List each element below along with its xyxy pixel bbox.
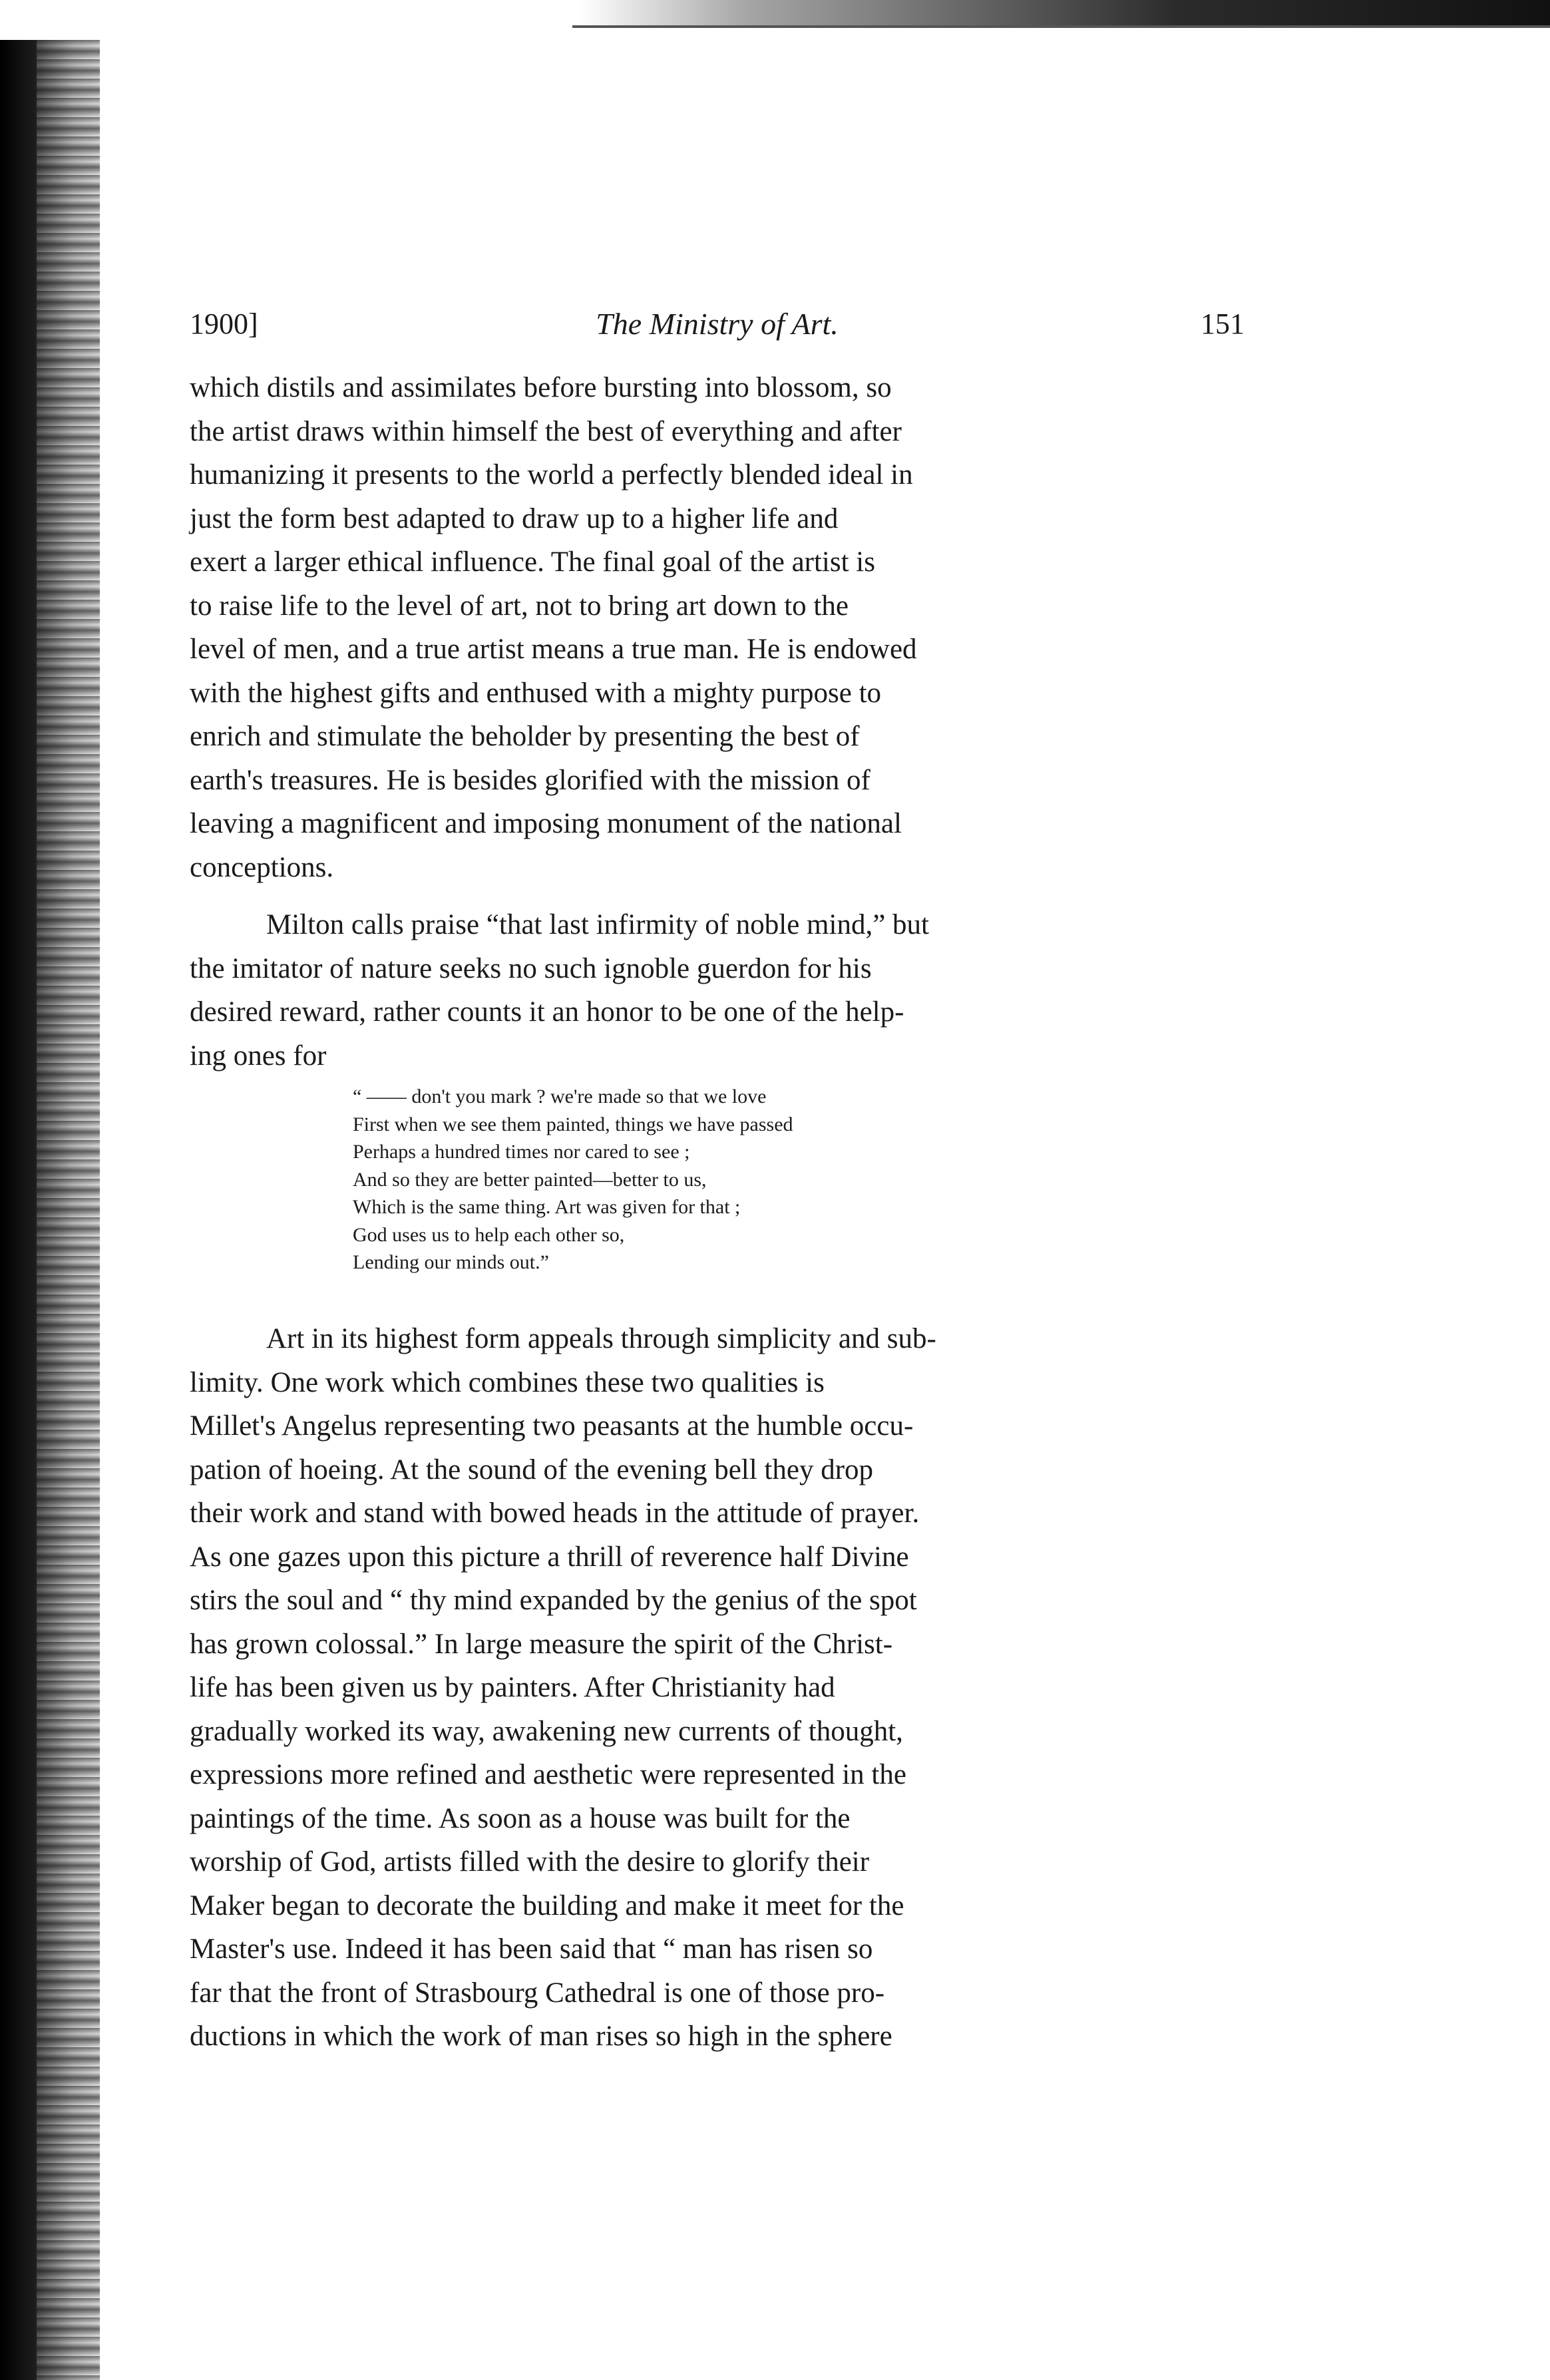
verse-line: And so they are better painted—better to us, bbox=[353, 1168, 707, 1191]
text-line: level of men, and a true artist means a true man. He is endowed bbox=[190, 634, 917, 665]
paragraph-3 bbox=[190, 1317, 1231, 2059]
text-line: desired reward, rather counts it an honor to be one of the help- bbox=[190, 996, 904, 1028]
text-line: enrich and stimulate the beholder by presenting the best of bbox=[190, 721, 860, 752]
verse-line: Lending our minds out.” bbox=[353, 1251, 549, 1273]
text-line: the imitator of nature seeks no such ignoble guerdon for his bbox=[190, 952, 872, 984]
text-line: conceptions. bbox=[190, 851, 334, 883]
text-line: Millet's Angelus representing two peasants at the humble occu- bbox=[190, 1410, 914, 1442]
text-line: worship of God, artists filled with the desire to glorify their bbox=[190, 1846, 870, 1878]
page-number: 151 bbox=[1201, 307, 1245, 340]
text-line: Maker began to decorate the building and make it meet for the bbox=[190, 1889, 904, 1921]
text-line: life has been given us by painters. After Christianity had bbox=[190, 1672, 835, 1703]
text-line: Master's use. Indeed it has been said that “ man has risen so bbox=[190, 1933, 873, 1965]
running-head-year: 1900] bbox=[190, 307, 258, 340]
text-line: Art in its highest form appeals through simplicity and sub- bbox=[266, 1323, 936, 1354]
text-line: paintings of the time. As soon as a house was built for the bbox=[190, 1802, 851, 1834]
running-head bbox=[190, 303, 1245, 349]
text-line: the artist draws within himself the best of everything and after bbox=[190, 415, 902, 447]
verse-line: Which is the same thing. Art was given for that ; bbox=[353, 1196, 741, 1218]
scanned-top-edge bbox=[579, 0, 1550, 27]
text-line: limity. One work which combines these two qualities is bbox=[190, 1366, 825, 1398]
scanned-top-rule bbox=[572, 25, 1550, 28]
scanned-binding-edge bbox=[0, 40, 100, 2380]
text-line: just the form best adapted to draw up to a higher life and bbox=[190, 502, 839, 534]
running-head-title: The Ministry of Art. bbox=[596, 307, 839, 341]
text-line: to raise life to the level of art, not to bring art down to the bbox=[190, 590, 849, 622]
verse-line: “ —— don't you mark ? we're made so that we love bbox=[353, 1086, 767, 1107]
text-line: ing ones for bbox=[190, 1040, 327, 1072]
text-line: which distils and assimilates before bursting into blossom, so bbox=[190, 372, 892, 403]
text-line: with the highest gifts and enthused with a mighty purpose to bbox=[190, 677, 882, 709]
verse-line: Perhaps a hundred times nor cared to see ; bbox=[353, 1141, 690, 1163]
text-line: has grown colossal.” In large measure the spirit of the Christ- bbox=[190, 1628, 893, 1660]
verse-quotation bbox=[353, 1083, 1185, 1277]
text-line: pation of hoeing. At the sound of the evening bell they drop bbox=[190, 1454, 874, 1486]
text-line: earth's treasures. He is besides glorified with the mission of bbox=[190, 764, 871, 796]
text-line: Milton calls praise “that last infirmity of noble mind,” but bbox=[266, 909, 929, 940]
text-line: humanizing it presents to the world a perfectly blended ideal in bbox=[190, 459, 913, 491]
text-line: far that the front of Strasbourg Cathedral is one of those pro- bbox=[190, 1977, 885, 2009]
text-line: ductions in which the work of man rises so high in the sphere bbox=[190, 2021, 892, 2052]
paragraph-1 bbox=[190, 366, 1231, 889]
verse-line: God uses us to help each other so, bbox=[353, 1223, 625, 1246]
text-line: expressions more refined and aesthetic were represented in the bbox=[190, 1759, 906, 1790]
text-line: gradually worked its way, awakening new currents of thought, bbox=[190, 1715, 903, 1747]
verse-line: First when we see them painted, things we have passed bbox=[353, 1113, 793, 1135]
text-line: As one gazes upon this picture a thrill of reverence half Divine bbox=[190, 1541, 909, 1573]
text-line: leaving a magnificent and imposing monument of the national bbox=[190, 808, 902, 839]
text-line: exert a larger ethical influence. The final goal of the artist is bbox=[190, 546, 875, 578]
text-line: their work and stand with bowed heads in the attitude of prayer. bbox=[190, 1497, 920, 1529]
binding-shadow bbox=[0, 40, 37, 2380]
text-line: stirs the soul and “ thy mind expanded by the genius of the spot bbox=[190, 1585, 917, 1616]
paragraph-2 bbox=[190, 903, 1231, 1078]
